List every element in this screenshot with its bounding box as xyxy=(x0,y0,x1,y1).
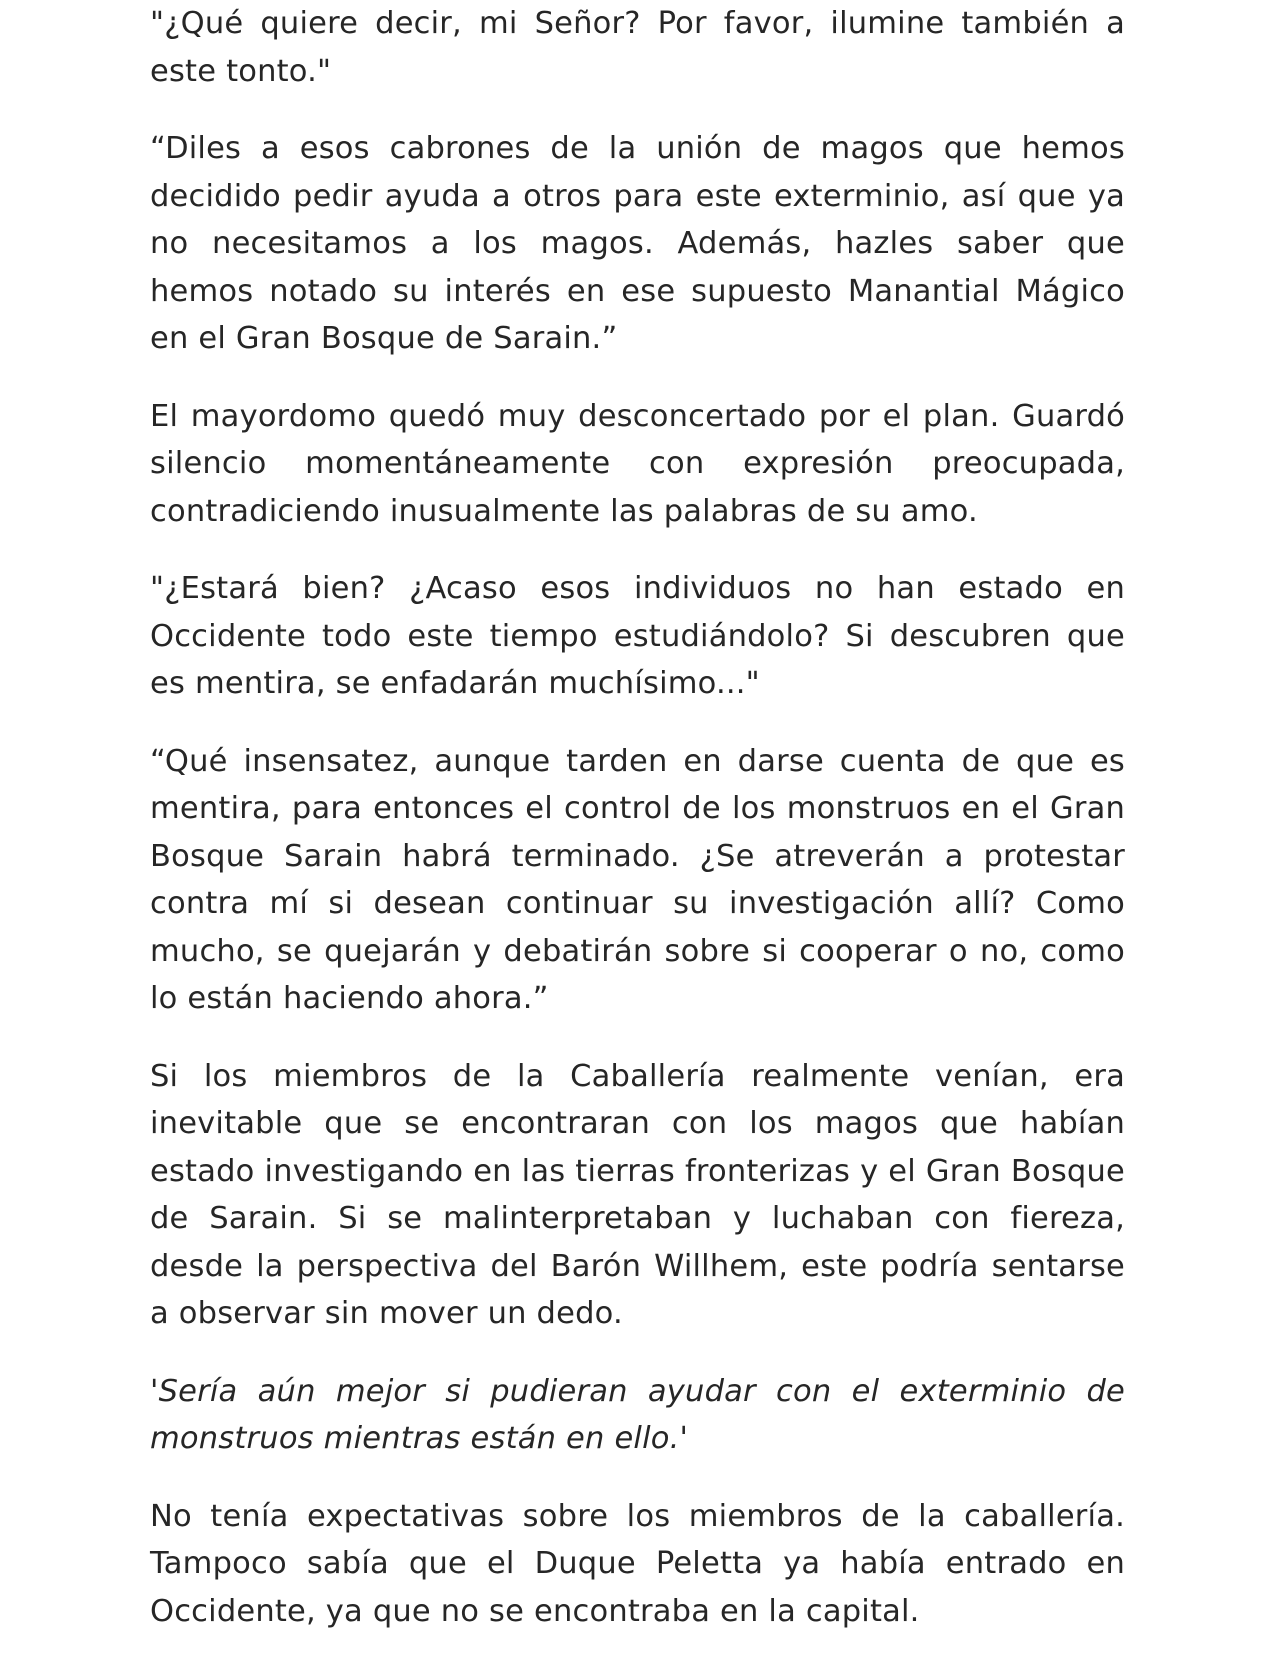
paragraph-7-thought: 'Sería aún mejor si pudieran ayudar con el exterminio de monstruos mientras están en ello.' xyxy=(150,1373,1125,1456)
paragraph-5: “Qué insensatez, aunque tarden en darse cuenta de que es mentira, para entonces el control de los monstruos en el Gran Bosque Sarain habrá terminado. ¿Se atreverán a protestar contra mí si desean continuar su investigación allí? Como mucho, se quejarán y debatirán sobre si cooperar o no, como lo están haciendo ahora.” xyxy=(150,743,1125,1016)
paragraph-3: El mayordomo quedó muy desconcertado por el plan. Guardó silencio momentáneamente con expresión preocupada, contradiciendo inusualmente las palabras de su amo. xyxy=(150,398,1125,529)
paragraph-6: Si los miembros de la Caballería realmente venían, era inevitable que se encontraran con los magos que habían estado investigando en las tierras fronterizas y el Gran Bosque de Sarain. Si se malinterpretaban y luchaban con fiereza, desde la perspectiva del Barón Willhem, este podría sentarse a observar sin mover un dedo. xyxy=(150,1058,1125,1331)
paragraph-8: No tenía expectativas sobre los miembros de la caballería. Tampoco sabía que el Duque Peletta ya había entrado en Occidente, ya que no se encontraba en la capital. xyxy=(150,1498,1125,1629)
paragraph-4: "¿Estará bien? ¿Acaso esos individuos no han estado en Occidente todo este tiempo estudiándolo? Si descubren que es mentira, se enfadarán muchísimo..." xyxy=(150,571,1125,701)
document-body xyxy=(150,0,1125,1665)
paragraph-1: "¿Qué quiere decir, mi Señor? Por favor, ilumine también a este tonto." xyxy=(150,6,1125,89)
paragraph-2: “Diles a esos cabrones de la unión de magos que hemos decidido pedir ayuda a otros para este exterminio, así que ya no necesitamos a los magos. Además, hazles saber que hemos notado su interés en ese supuesto Manantial Mágico en el Gran Bosque de Sarain.” xyxy=(150,131,1125,356)
